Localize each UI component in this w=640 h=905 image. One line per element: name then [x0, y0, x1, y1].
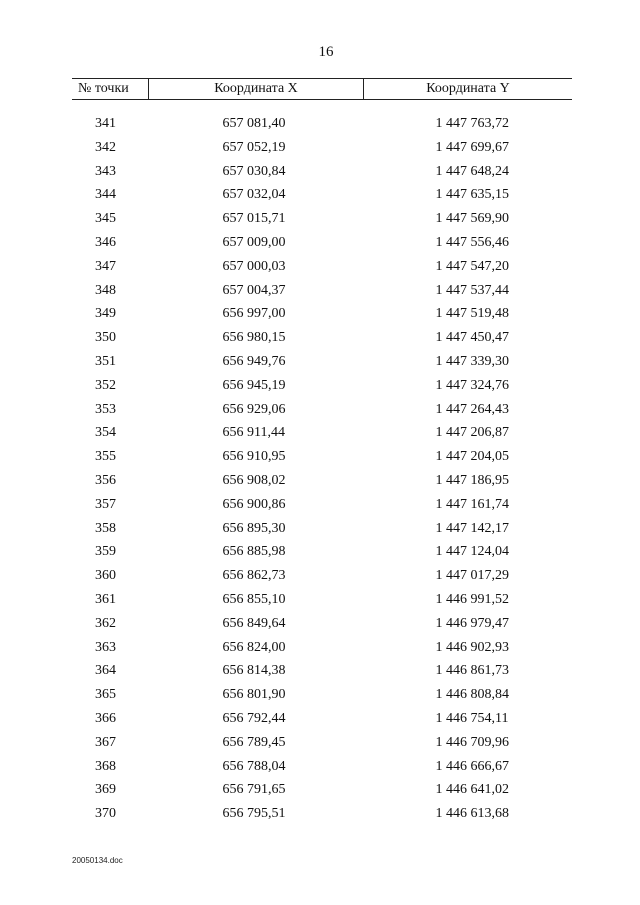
table-row: [72, 231, 572, 255]
point-number-cell: 343: [95, 163, 116, 179]
coordinate-x-cell: 656 997,00: [222, 306, 286, 322]
coordinate-x-cell: 656 814,38: [222, 663, 286, 679]
coordinate-x-cell: 656 895,30: [222, 520, 286, 536]
coordinate-y-cell: 1 447 519,48: [435, 306, 509, 322]
coordinate-x-cell: 656 862,73: [222, 568, 286, 584]
coordinate-y-cell: 1 447 142,17: [435, 520, 509, 536]
table-row: [72, 493, 572, 517]
table-header: [72, 79, 572, 100]
table-row: [72, 778, 572, 802]
point-number-cell: 344: [95, 187, 116, 203]
table-row: [72, 707, 572, 731]
point-number-cell: 345: [95, 211, 116, 227]
coordinate-y-cell: 1 447 206,87: [435, 425, 509, 441]
coordinate-x-cell: 657 030,84: [222, 163, 286, 179]
coordinate-x-cell: 656 900,86: [222, 496, 286, 512]
coordinate-x-cell: 656 789,45: [222, 734, 286, 750]
table-row: [72, 326, 572, 350]
table-row: [72, 374, 572, 398]
coordinate-y-cell: 1 447 450,47: [435, 330, 509, 346]
table-row: [72, 302, 572, 326]
table-row: [72, 540, 572, 564]
coordinate-y-cell: 1 447 264,43: [435, 401, 509, 417]
table-row: [72, 802, 572, 826]
table-row: [72, 255, 572, 279]
header-coordinate-x: Координата X: [149, 79, 364, 100]
point-number-cell: 356: [95, 472, 116, 488]
point-number-cell: 342: [95, 139, 116, 155]
coordinate-x-cell: 656 801,90: [222, 687, 286, 703]
coordinate-y-cell: 1 446 613,68: [435, 806, 509, 822]
table-row: [72, 279, 572, 303]
page-number: 16: [318, 44, 334, 60]
coordinate-y-cell: 1 446 641,02: [435, 782, 509, 798]
coordinate-x-cell: 656 910,95: [222, 449, 286, 465]
coordinate-x-cell: 656 855,10: [222, 591, 286, 607]
coordinate-x-cell: 657 009,00: [222, 234, 286, 250]
coordinate-x-cell: 656 945,19: [222, 377, 286, 393]
coordinate-x-cell: 657 015,71: [222, 211, 286, 227]
coordinate-y-cell: 1 447 699,67: [435, 139, 509, 155]
table-row: [72, 469, 572, 493]
table-spacer: [72, 100, 572, 113]
coordinate-x-cell: 656 929,06: [222, 401, 286, 417]
footer-filename: 20050134.doc: [72, 856, 123, 865]
table-row: [72, 350, 572, 374]
table-row: [72, 183, 572, 207]
coordinate-x-cell: 657 081,40: [222, 116, 286, 131]
table-row: [72, 564, 572, 588]
point-number-cell: 359: [95, 544, 116, 560]
coordinate-y-cell: 1 446 754,11: [435, 710, 509, 726]
coordinate-x-cell: 656 885,98: [222, 544, 286, 560]
coordinate-x-cell: 656 980,15: [222, 330, 286, 346]
coordinate-y-cell: 1 447 763,72: [435, 116, 509, 131]
table-row: [72, 659, 572, 683]
point-number-cell: 346: [95, 234, 116, 250]
table-row: [72, 207, 572, 231]
table-row: [72, 683, 572, 707]
coordinate-x-cell: 656 792,44: [222, 710, 286, 726]
point-number-cell: 352: [95, 377, 116, 393]
coordinate-y-cell: 1 447 537,44: [435, 282, 509, 298]
point-number-cell: 368: [95, 758, 116, 774]
coordinate-y-cell: 1 447 556,46: [435, 234, 509, 250]
coordinate-y-cell: 1 447 569,90: [435, 211, 509, 227]
coordinate-x-cell: 657 032,04: [222, 187, 286, 203]
coordinate-y-cell: 1 446 709,96: [435, 734, 509, 750]
point-number-cell: 347: [95, 258, 116, 274]
table-row: [72, 445, 572, 469]
point-number-cell: 341: [95, 116, 116, 131]
table-header-row: [72, 79, 572, 100]
header-coordinate-y: Координата Y: [364, 79, 573, 100]
table-row: [72, 421, 572, 445]
point-number-cell: 357: [95, 496, 116, 512]
coordinate-y-cell: 1 447 635,15: [435, 187, 509, 203]
table-row: [72, 612, 572, 636]
point-number-cell: 363: [95, 639, 116, 655]
coordinate-y-cell: 1 447 339,30: [435, 353, 509, 369]
coordinate-x-cell: 657 004,37: [222, 282, 286, 298]
coordinate-x-cell: 657 000,03: [222, 258, 286, 274]
point-number-cell: 355: [95, 449, 116, 465]
coordinate-x-cell: 656 911,44: [222, 425, 285, 441]
table-row: [72, 398, 572, 422]
header-point-number: № точки: [72, 79, 149, 100]
point-number-cell: 353: [95, 401, 116, 417]
point-number-cell: 362: [95, 615, 116, 631]
coordinate-x-cell: 656 949,76: [222, 353, 286, 369]
point-number-cell: 365: [95, 687, 116, 703]
table-row: [72, 160, 572, 184]
point-number-cell: 364: [95, 663, 116, 679]
point-number-cell: 350: [95, 330, 116, 346]
table-row: [72, 731, 572, 755]
coordinate-y-cell: 1 447 161,74: [435, 496, 509, 512]
coordinate-y-cell: 1 446 808,84: [435, 687, 509, 703]
coordinate-x-cell: 657 052,19: [222, 139, 286, 155]
coordinate-x-cell: 656 788,04: [222, 758, 286, 774]
coordinate-y-cell: 1 447 186,95: [435, 472, 509, 488]
coordinate-y-cell: 1 446 666,67: [435, 758, 509, 774]
coordinate-y-cell: 1 446 861,73: [435, 663, 509, 679]
point-number-cell: 361: [95, 591, 116, 607]
point-number-cell: 369: [95, 782, 116, 798]
point-number-cell: 349: [95, 306, 116, 322]
point-number-cell: 348: [95, 282, 116, 298]
coordinate-y-cell: 1 447 204,05: [435, 449, 509, 465]
coordinate-y-cell: 1 447 547,20: [435, 258, 509, 274]
point-number-cell: 370: [95, 806, 116, 822]
coordinate-x-cell: 656 791,65: [222, 782, 286, 798]
coordinate-x-cell: 656 824,00: [222, 639, 286, 655]
coordinate-y-cell: 1 446 979,47: [435, 615, 509, 631]
point-number-cell: 351: [95, 353, 116, 369]
table-row: [72, 112, 572, 136]
table-row: [72, 136, 572, 160]
coordinate-y-cell: 1 446 902,93: [435, 639, 509, 655]
point-number-cell: 360: [95, 568, 116, 584]
coordinates-table: [72, 78, 572, 826]
point-number-cell: 354: [95, 425, 116, 441]
coordinate-x-cell: 656 795,51: [222, 806, 286, 822]
table-row: [72, 636, 572, 660]
coordinate-y-cell: 1 446 991,52: [435, 591, 509, 607]
point-number-cell: 358: [95, 520, 116, 536]
coordinate-x-cell: 656 908,02: [222, 472, 286, 488]
table-row: [72, 517, 572, 541]
table-body: [72, 100, 572, 826]
table-row: [72, 588, 572, 612]
coordinate-x-cell: 656 849,64: [222, 615, 286, 631]
coordinate-y-cell: 1 447 017,29: [435, 568, 509, 584]
coordinate-y-cell: 1 447 324,76: [435, 377, 509, 393]
coordinate-y-cell: 1 447 648,24: [435, 163, 509, 179]
coordinate-y-cell: 1 447 124,04: [435, 544, 509, 560]
point-number-cell: 367: [95, 734, 116, 750]
point-number-cell: 366: [95, 710, 116, 726]
table-row: [72, 755, 572, 779]
